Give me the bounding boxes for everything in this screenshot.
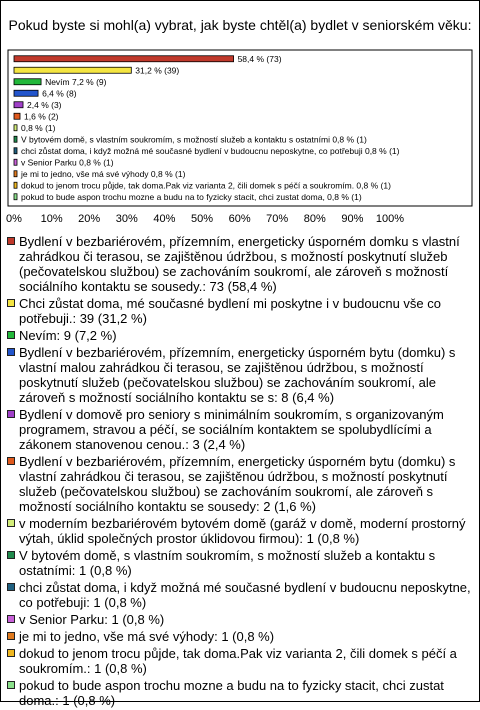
legend-swatch — [7, 519, 15, 527]
legend-text: Bydlení v domově pro seniory s minimálním soukromím, s organizovaným programem, stravou a péčí, se sociálním kontaktem se spolubydlícími a zákonem stanovenou cenou.: 3 (2,4 %) — [19, 407, 444, 452]
bar-13 — [14, 194, 17, 200]
bar-label-4: 6,4 % (8) — [42, 88, 77, 99]
x-tick-label: 50% — [190, 213, 214, 225]
bar-11 — [14, 171, 17, 177]
bar-label-9: chci zůstat doma, i když možná mé současné bydlení v budoucnu neposkytne, co potřebuji 0,8 % (1) — [21, 145, 400, 156]
legend — [6, 234, 472, 710]
legend-text: dokud to jenom trocu půjde, tak doma.Pak viz varianta 2, čili domek s péčí a soukromím.: 1 (0,8 %) — [19, 646, 457, 676]
x-tick-label: 80% — [303, 213, 326, 225]
bar-8 — [14, 136, 17, 142]
legend-swatch — [7, 632, 15, 640]
legend-text: Bydlení v bezbariérovém, přízemním, energeticky úsporném bytu (domku) s vlastní malou zahrádkou či terasou, se zajištěnou údržbou, s možností poskytnutí služeb (pečovatelskou službou) se zachováním soukromí, ale zároveň s možností sociálního kontaktu se s: 8 (6,4 %) — [19, 345, 456, 405]
legend-text: Bydlení v bezbariérovém, přízemním, energeticky úsporném domku s vlastní zahrádkou či terasou, se zajištěnou údržbou, s možností poskytnutí služeb (pečovatelskou službou) se zachováním soukromí, ale zároveň s možností sociálního kontaktu se sousedy.: 73 (58,4 %) — [19, 234, 460, 294]
legend-item — [6, 454, 472, 514]
x-tick-label: 40% — [153, 213, 176, 225]
chart-title: Pokud byste si mohl(a) vybrat, jak byste chtěl(a) bydlet v seniorském věku: — [8, 17, 472, 33]
legend-text: Nevím: 9 (7,2 %) — [19, 328, 117, 343]
legend-item — [6, 629, 472, 644]
bar-label-3: Nevím 7,2 % (9) — [45, 76, 107, 87]
legend-swatch — [7, 457, 15, 465]
legend-item — [6, 296, 472, 326]
legend-swatch — [7, 681, 15, 689]
bar-4 — [14, 90, 38, 96]
bar-label-5: 2,4 % (3) — [27, 99, 62, 110]
bar-label-10: v Senior Parku 0,8 % (1) — [21, 157, 114, 168]
legend-swatch — [7, 237, 15, 245]
legend-item — [6, 580, 472, 610]
legend-text: v moderním bezbariérovém bytovém domě (garáž v domě, moderní prostorný výtah, úklid společných prostor úklidovou firmou): 1 (0,8 %) — [19, 516, 466, 546]
bar-label-11: je mi to jedno, vše má své výhody 0,8 % (1) — [21, 168, 186, 179]
legend-text: V bytovém domě, s vlastním soukromím, s možností služeb a kontaktu s ostatními: 1 (0,8 %) — [19, 548, 436, 578]
bar-7 — [14, 125, 17, 131]
bar-plot — [0, 0, 480, 232]
legend-text: chci zůstat doma, i když možná mé současné bydlení v budoucnu neposkytne, co potřebuji: 1 (0,8 %) — [19, 580, 471, 610]
bar-9 — [14, 148, 17, 154]
legend-swatch — [7, 410, 15, 418]
legend-swatch — [7, 331, 15, 339]
bar-1 — [14, 56, 234, 62]
legend-item — [6, 612, 472, 627]
legend-text: Bydlení v bezbariérovém, přízemním, energeticky úsporném bytu (domku) s vlastní zahrádkou či terasou, se zajištěnou údržbou, s možností poskytnutí služeb (pečovatelskou službou) se zachováním soukromí, ale zároveň s možností sociálního kontaktu se sousedy: 2 (1,6 %) — [19, 454, 456, 514]
x-tick-label: 10% — [40, 213, 63, 225]
legend-swatch — [7, 348, 15, 356]
bar-12 — [14, 182, 17, 188]
legend-item — [6, 678, 472, 708]
legend-swatch — [7, 583, 15, 591]
bar-2 — [14, 67, 131, 73]
x-tick-label: 100% — [375, 213, 405, 225]
x-tick-label: 60% — [228, 213, 251, 225]
bar-label-13: pokud to bude aspon trochu mozne a budu na to fyzicky stacit, chci zustat doma, 0,8 % (1) — [21, 191, 362, 202]
legend-item — [6, 407, 472, 452]
bar-5 — [14, 102, 23, 108]
x-tick-label: 0% — [6, 213, 22, 225]
legend-text: v Senior Parku: 1 (0,8 %) — [19, 612, 165, 627]
x-tick-label: 90% — [341, 213, 364, 225]
bar-3 — [14, 79, 41, 85]
legend-item — [6, 646, 472, 676]
bar-6 — [14, 113, 20, 119]
legend-swatch — [7, 615, 15, 623]
x-tick-label: 70% — [266, 213, 289, 225]
x-tick-label: 30% — [115, 213, 138, 225]
legend-swatch — [7, 649, 15, 657]
legend-item — [6, 234, 472, 294]
legend-text: Chci zůstat doma, mé současné bydlení mi poskytne i v budoucnu vše co potřebuji.: 39 (31,2 %) — [19, 296, 441, 326]
legend-text: je mi to jedno, vše má své výhody: 1 (0,8 %) — [19, 629, 275, 644]
legend-swatch — [7, 299, 15, 307]
legend-item — [6, 516, 472, 546]
bar-label-1: 58,4 % (73) — [237, 53, 282, 64]
bar-label-8: V bytovém domě, s vlastním soukromím, s možností služeb a kontaktu s ostatními 0,8 % (1) — [21, 134, 367, 145]
bar-10 — [14, 159, 17, 165]
legend-item — [6, 328, 472, 343]
bar-label-6: 1,6 % (2) — [24, 111, 59, 122]
bar-label-7: 0,8 % (1) — [21, 122, 56, 133]
legend-text: pokud to bude aspon trochu mozne a budu na to fyzicky stacit, chci zustat doma.: 1 (0,8 %) — [19, 678, 444, 708]
x-tick-label: 20% — [78, 213, 101, 225]
legend-item — [6, 548, 472, 578]
legend-item — [6, 345, 472, 405]
legend-swatch — [7, 551, 15, 559]
bar-label-2: 31,2 % (39) — [135, 65, 180, 76]
bar-label-12: dokud to jenom trocu půjde, tak doma.Pak viz varianta 2, čili domek s péčí a soukromím. 0,8 % (1) — [21, 180, 391, 191]
